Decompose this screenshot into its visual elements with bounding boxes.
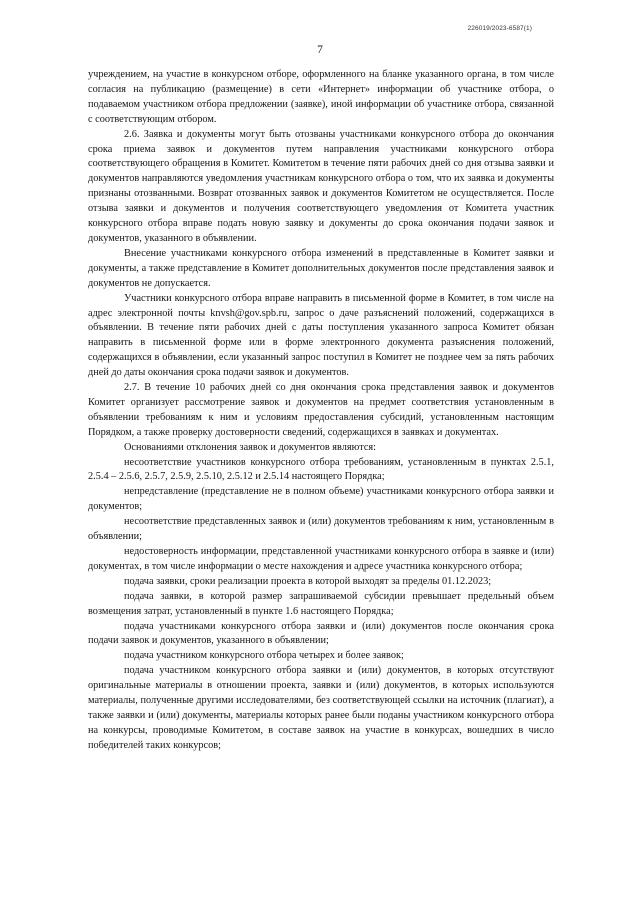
rejection-ground-item: подача участником конкурсного отбора заявки и (или) документов, в которых отсутствуют оригинальные материалы в отношении проекта, заявки и (или) документов, в которых используются материалы, полученные другими исследователями, без соответствующей ссылки на источник (плагиат), а также заявки и (или) документы, материалы которых ранее были поданы участником конкурсного отбора на конкурсы, проводимые Комитетом, в составе заявок на участие в конкурсах, вошедших в число победителей таких конкурсов; (88, 665, 554, 751)
rejection-ground-item: несоответствие участников конкурсного отбора требованиям, установленным в пунктах 2.5.1, 2.5.4 – 2.5.6, 2.5.7, 2.5.9, 2.5.10, 2.5.12 и 2.5.14 настоящего Порядка; (88, 456, 554, 483)
paragraph-clarification-request: Участники конкурсного отбора вправе направить в письменной форме в Комитет, в том числе на адрес электронной почты knvsh@gov.spb.ru, запрос о даче разъяснений положений, содержащихся в объявлении. В течение пяти рабочих дней с даты поступления указанного запроса Комитет обязан направить в письменной форме или в форме электронного документа разъяснения положений, содержащихся в объявлении, если указанный запрос поступил в Комитет не позднее чем за пять рабочих дней до даты окончания срока подачи заявок и документов. (88, 292, 554, 379)
rejection-ground-item: подача участником конкурсного отбора четырех и более заявок; (124, 650, 404, 662)
paragraph-rejection-grounds-intro: Основаниями отклонения заявок и документов являются: (124, 441, 376, 453)
document-registration-stamp: 226019/2023-6587(1) (467, 25, 532, 32)
rejection-ground-item: несоответствие представленных заявок и (или) документов требованиям к ним, установленным в объявлении; (88, 516, 554, 543)
document-body (88, 68, 554, 754)
page-number: 7 (317, 44, 323, 56)
paragraph-continuation: учреждением, на участие в конкурсном отборе, оформленного на бланке указанного органа, в том числе согласия на публикацию (размещение) в сети «Интернет» информации об участнике отбора, о подаваемом участником отбора предложении (заявке), иной информации об участнике отбора, связанной с соответствующим отбором. (88, 69, 554, 125)
rejection-ground-item: недостоверность информации, представленной участниками конкурсного отбора в заявке и (или) документах, в том числе информации о месте нахождения и адресе участника конкурсного отбора; (88, 546, 554, 572)
rejection-ground-item: подача заявки, в которой размер запрашиваемой субсидии превышает предельный объем возмещения затрат, установленный в пункте 1.6 настоящего Порядка; (88, 590, 554, 617)
rejection-ground-item: подача участниками конкурсного отбора заявки и (или) документов после окончания срока подачи заявок и документов, указанного в объявлении; (88, 620, 554, 647)
rejection-ground-item: непредставление (представление не в полном объеме) участниками конкурсного отбора заявки и документов; (88, 486, 554, 513)
paragraph-changes: Внесение участниками конкурсного отбора изменений в представленные в Комитет заявки и документы, а также представление в Комитет дополнительных документов после представления заявок и документов не допускается. (88, 247, 554, 289)
paragraph-2-7: 2.7. В течение 10 рабочих дней со дня окончания срока представления заявок и документов Комитет организует рассмотрение заявок и документов на предмет соответствия установленным в объявлении требованиям к ним и условиям предоставления субсидий, установленным настоящим Порядком, а также проверку достоверности сведений, содержащихся в заявках и документах. (88, 382, 554, 438)
rejection-ground-item: подача заявки, сроки реализации проекта в которой выходят за пределы 01.12.2023; (124, 575, 492, 587)
paragraph-2-6: 2.6. Заявка и документы могут быть отозваны участниками конкурсного отбора до окончания срока приема заявок и документов путем направления участниками конкурсного отбора соответствующего обращения в Комитет. Комитетом в течение пяти рабочих дней со дня отзыва заявки и документов направляются уведомления участникам конкурсного отбора о том, что их заявка и документы признаны отозванными. Возврат отозванных заявок и документов Комитетом не осуществляется. После отзыва заявки и документов и получения соответствующего уведомления от Комитета участник конкурсного отбора вправе подать новую заявку и документы до срока окончания подачи заявок и документов, указанного в объявлении. (88, 128, 554, 244)
